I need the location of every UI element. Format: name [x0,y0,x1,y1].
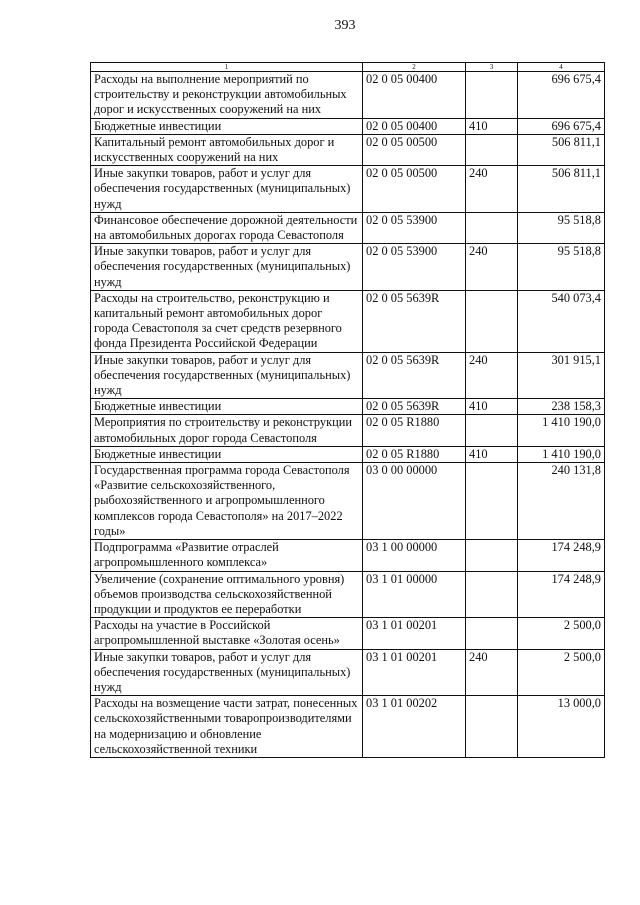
cell-code: 03 1 01 00202 [363,696,466,758]
cell-amount: 506 811,1 [518,134,605,165]
table-row [91,212,605,243]
cell-amount: 95 518,8 [518,212,605,243]
cell-amount: 696 675,4 [518,118,605,134]
cell-expense-type [466,571,518,618]
cell-expense-type [466,696,518,758]
cell-code: 03 1 01 00201 [363,649,466,696]
cell-expense-type: 240 [466,166,518,213]
cell-expense-type: 240 [466,649,518,696]
header-row [91,63,605,72]
cell-amount: 95 518,8 [518,244,605,291]
cell-name: Расходы на строительство, реконструкцию и капитальный ремонт автомобильных дорог города Севастополя за счет средств резервного фонда Президента Российской Федерации [91,290,363,352]
cell-code: 02 0 05 R1880 [363,446,466,462]
budget-table [90,62,605,758]
cell-code: 03 1 01 00000 [363,571,466,618]
header-col-1: 1 [91,63,363,72]
cell-amount: 301 915,1 [518,352,605,399]
cell-expense-type: 410 [466,446,518,462]
table-row [91,571,605,618]
cell-amount: 174 248,9 [518,540,605,571]
table-row [91,446,605,462]
table-row [91,244,605,291]
cell-expense-type [466,134,518,165]
header-col-2: 2 [363,63,466,72]
cell-expense-type [466,212,518,243]
cell-code: 02 0 05 5639R [363,399,466,415]
cell-name: Иные закупки товаров, работ и услуг для обеспечения государственных (муниципальных) нужд [91,244,363,291]
cell-amount: 174 248,9 [518,571,605,618]
cell-expense-type [466,618,518,649]
cell-amount: 506 811,1 [518,166,605,213]
cell-code: 02 0 05 53900 [363,244,466,291]
table-row [91,352,605,399]
cell-code: 02 0 05 53900 [363,212,466,243]
cell-amount: 2 500,0 [518,618,605,649]
cell-amount: 540 073,4 [518,290,605,352]
cell-expense-type [466,463,518,540]
cell-code: 02 0 05 00400 [363,118,466,134]
table-row [91,72,605,119]
header-col-4: 4 [518,63,605,72]
cell-name: Государственная программа города Севастополя «Развитие сельскохозяйственного, рыбохозяйственного и агропромышленного комплексов города Севастополя» на 2017–2022 годы» [91,463,363,540]
cell-name: Увеличение (сохранение оптимального уровня) объемов производства сельскохозяйственной продукции и продуктов ее переработки [91,571,363,618]
cell-name: Иные закупки товаров, работ и услуг для обеспечения государственных (муниципальных) нужд [91,352,363,399]
cell-name: Расходы на выполнение мероприятий по строительству и реконструкции автомобильных дорог и искусственных сооружений на них [91,72,363,119]
cell-name: Расходы на участие в Российской агропромышленной выставке «Золотая осень» [91,618,363,649]
cell-name: Расходы на возмещение части затрат, понесенных сельскохозяйственными товаропроизводителями на модернизацию и обновление сельскохозяйственной техники [91,696,363,758]
cell-code: 03 1 01 00201 [363,618,466,649]
cell-name: Иные закупки товаров, работ и услуг для обеспечения государственных (муниципальных) нужд [91,649,363,696]
table-row [91,118,605,134]
cell-expense-type: 410 [466,399,518,415]
table-row [91,399,605,415]
table-row [91,166,605,213]
cell-expense-type: 410 [466,118,518,134]
cell-code: 02 0 05 R1880 [363,415,466,446]
cell-name: Капитальный ремонт автомобильных дорог и искусственных сооружений на них [91,134,363,165]
cell-name: Подпрограмма «Развитие отраслей агропромышленного комплекса» [91,540,363,571]
cell-code: 02 0 05 00500 [363,134,466,165]
cell-name: Мероприятия по строительству и реконструкции автомобильных дорог города Севастополя [91,415,363,446]
cell-expense-type [466,290,518,352]
table-body [91,72,605,758]
cell-amount: 240 131,8 [518,463,605,540]
cell-name: Бюджетные инвестиции [91,446,363,462]
cell-amount: 13 000,0 [518,696,605,758]
cell-amount: 696 675,4 [518,72,605,119]
table-row [91,463,605,540]
cell-expense-type [466,415,518,446]
table-row [91,415,605,446]
cell-code: 03 0 00 00000 [363,463,466,540]
table-row [91,290,605,352]
cell-amount: 1 410 190,0 [518,446,605,462]
cell-code: 02 0 05 5639R [363,290,466,352]
cell-code: 02 0 05 5639R [363,352,466,399]
table-row [91,618,605,649]
cell-expense-type [466,540,518,571]
cell-amount: 238 158,3 [518,399,605,415]
cell-name: Бюджетные инвестиции [91,118,363,134]
cell-name: Бюджетные инвестиции [91,399,363,415]
cell-name: Иные закупки товаров, работ и услуг для обеспечения государственных (муниципальных) нужд [91,166,363,213]
cell-expense-type: 240 [466,244,518,291]
cell-amount: 1 410 190,0 [518,415,605,446]
cell-code: 02 0 05 00400 [363,72,466,119]
cell-expense-type: 240 [466,352,518,399]
table-row [91,540,605,571]
cell-expense-type [466,72,518,119]
cell-code: 02 0 05 00500 [363,166,466,213]
table-row [91,134,605,165]
cell-name: Финансовое обеспечение дорожной деятельности на автомобильных дорогах города Севастополя [91,212,363,243]
cell-amount: 2 500,0 [518,649,605,696]
table-row [91,696,605,758]
table-row [91,649,605,696]
header-col-3: 3 [466,63,518,72]
cell-code: 03 1 00 00000 [363,540,466,571]
page-number: 393 [334,18,356,33]
